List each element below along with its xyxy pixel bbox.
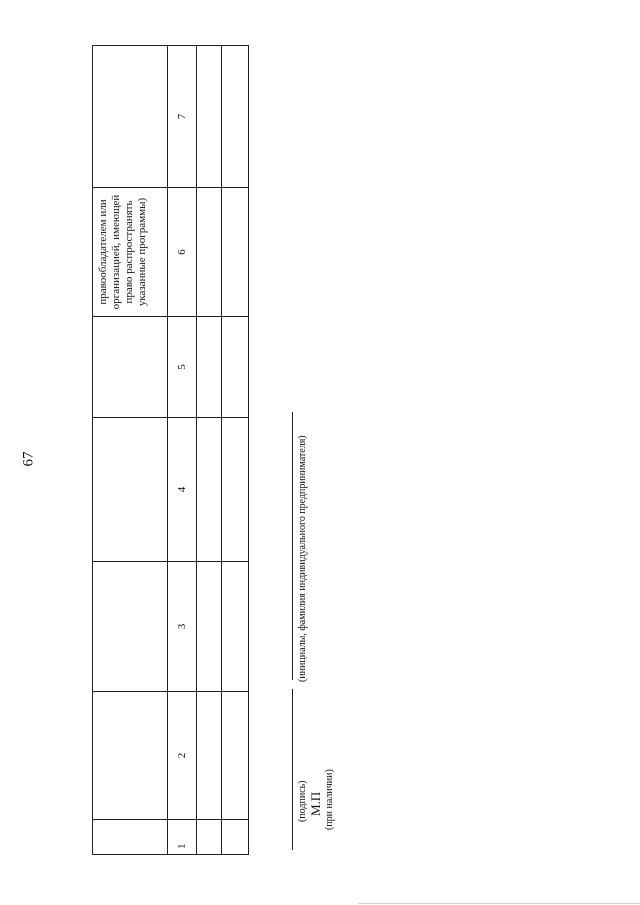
column-number: 2 xyxy=(168,692,197,820)
table-row xyxy=(197,46,222,855)
table-cell xyxy=(222,46,249,188)
column-number: 3 xyxy=(168,562,197,692)
table-cell xyxy=(197,692,222,820)
header-cell xyxy=(93,418,168,562)
stamp-label: М.П xyxy=(308,791,323,816)
table-cell xyxy=(197,820,222,855)
column-number: 4 xyxy=(168,418,197,562)
column-number: 7 xyxy=(168,46,197,188)
table-cell xyxy=(222,418,249,562)
signature-line xyxy=(292,689,293,850)
scan-edge-line xyxy=(358,903,640,904)
stamp-note: (при наличии) xyxy=(324,769,335,830)
table-row xyxy=(222,46,249,855)
header-cell xyxy=(93,820,168,855)
column-number: 1 xyxy=(168,820,197,855)
signature-label: (подпись) xyxy=(297,780,308,822)
header-cell xyxy=(93,317,168,418)
table-cell xyxy=(222,188,249,317)
column-number-row xyxy=(168,46,197,855)
initials-line xyxy=(292,412,293,680)
table-cell xyxy=(197,188,222,317)
table-cell xyxy=(222,820,249,855)
table-cell xyxy=(197,418,222,562)
table-cell xyxy=(197,46,222,188)
table-header-row xyxy=(93,46,168,855)
page-number: 67 xyxy=(20,451,37,467)
column-number: 5 xyxy=(168,317,197,418)
header-cell xyxy=(93,692,168,820)
table-cell xyxy=(197,317,222,418)
table-cell xyxy=(222,692,249,820)
form-table xyxy=(92,46,248,855)
table-cell xyxy=(222,562,249,692)
initials-label: (инициалы, фамилия индивидуального предпринимателя) xyxy=(297,435,308,682)
column-number: 6 xyxy=(168,188,197,317)
table-cell xyxy=(222,317,249,418)
table-cell xyxy=(197,562,222,692)
header-cell xyxy=(93,46,168,188)
header-cell xyxy=(93,562,168,692)
header-cell: правообладателем или организацией, имеющей право распространять указанные программы) xyxy=(93,188,168,317)
